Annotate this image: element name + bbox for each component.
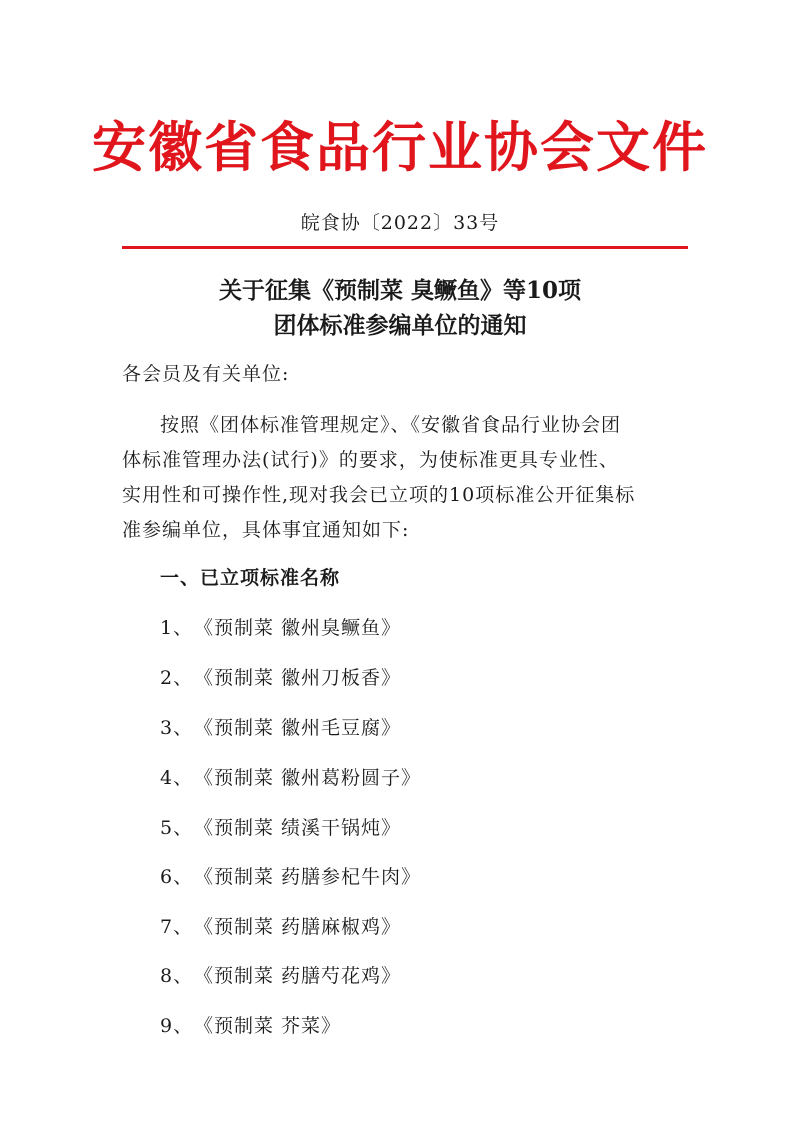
standard-number: 4、 <box>160 767 194 789</box>
standard-list-item <box>160 764 421 792</box>
notice-title-line-1: 关于征集《预制菜 臭鳜鱼》等10项 <box>218 277 581 304</box>
standard-number: 8、 <box>160 965 194 987</box>
standard-name: 《预制菜 徽州毛豆腐》 <box>194 717 402 739</box>
paragraph-line: 实用性和可操作性,现对我会已立项的10项标准公开征集标 <box>122 484 636 506</box>
salutation: 各会员及有关单位: <box>122 363 290 385</box>
standard-list-item <box>160 962 401 990</box>
document-header-title: 安徽省食品行业协会文件 <box>92 115 708 179</box>
standard-name: 《预制菜 芥菜》 <box>194 1015 342 1037</box>
standard-name: 《预制菜 徽州刀板香》 <box>194 667 402 689</box>
paragraph-line: 按照《团体标准管理规定》、《安徽省食品行业协会团 <box>160 414 622 436</box>
standard-number: 3、 <box>160 717 194 739</box>
standard-name: 《预制菜 徽州臭鳜鱼》 <box>194 617 402 639</box>
notice-title-line-2: 团体标准参编单位的通知 <box>273 312 527 339</box>
standard-name: 《预制菜 药膳参杞牛肉》 <box>194 866 422 888</box>
standard-list-item <box>160 863 421 891</box>
standard-list-item <box>160 614 401 642</box>
standard-list-item <box>160 814 401 842</box>
standard-list-item <box>160 1012 341 1040</box>
standard-list-item <box>160 913 401 941</box>
standard-number: 1、 <box>160 617 194 639</box>
paragraph-line: 体标准管理办法(试行)》的要求，为使标准更具专业性、 <box>122 449 619 471</box>
standard-name: 《预制菜 徽州葛粉圆子》 <box>194 767 422 789</box>
standard-number: 7、 <box>160 916 194 938</box>
standard-number: 5、 <box>160 817 194 839</box>
standard-name: 《预制菜 药膳芍花鸡》 <box>194 965 402 987</box>
standard-number: 9、 <box>160 1015 194 1037</box>
standard-name: 《预制菜 绩溪干锅炖》 <box>194 817 402 839</box>
document-number: 皖食协〔2022〕33号 <box>300 212 500 234</box>
standard-number: 2、 <box>160 667 194 689</box>
standard-list-item <box>160 664 401 692</box>
paragraph-line: 准参编单位，具体事宜通知如下: <box>122 519 410 541</box>
section-heading: 一、已立项标准名称 <box>160 567 341 589</box>
header-red-rule <box>122 246 688 249</box>
standard-list-item <box>160 714 401 742</box>
standard-number: 6、 <box>160 866 194 888</box>
standard-name: 《预制菜 药膳麻椒鸡》 <box>194 916 402 938</box>
